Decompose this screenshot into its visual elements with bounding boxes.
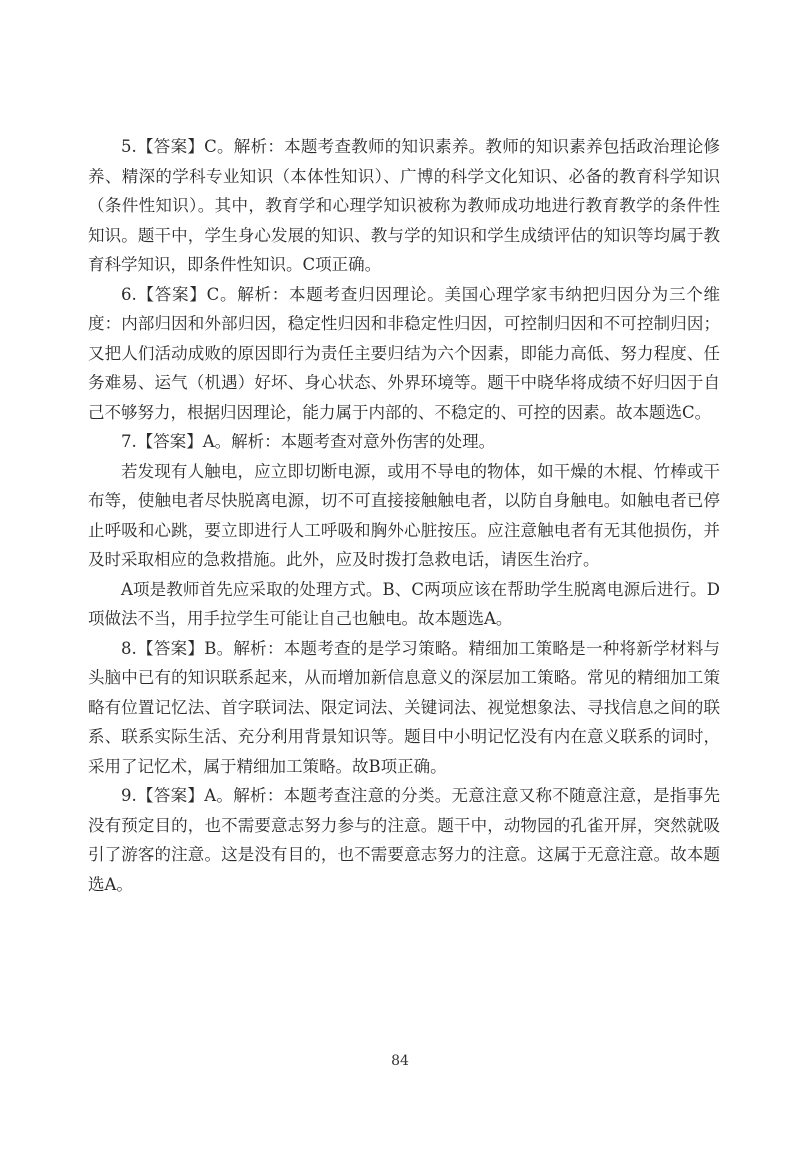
answer-9-paragraph: 9.【答案】A。解析：本题考查注意的分类。无意注意又称不随意注意，是指事先没有预定目的，也不需要意志努力参与的注意。题干中，动物园的孔雀开屏，突然就吸引了游客的注意。这是没有目的，也不需要意志努力的注意。这属于无意注意。故本题选A。 — [88, 786, 720, 894]
answer-7-paragraph: 7.【答案】A。解析：本题考查对意外伤害的处理。 — [121, 432, 496, 451]
answer-explanations — [88, 132, 720, 899]
page-number: 84 — [391, 1053, 409, 1069]
answer-8-paragraph: 8.【答案】B。解析：本题考查的是学习策略。精细加工策略是一种将新学材料与头脑中已有的知识联系起来，从而增加新信息意义的深层加工策略。常见的精细加工策略有位置记忆法、首字联词法、限定词法、关键词法、视觉想象法、寻找信息之间的联系、联系实际生活、充分利用背景知识等。题目中小明记忆没有内在意义联系的词时，采用了记忆术，属于精细加工策略。故B项正确。 — [88, 638, 720, 776]
electric-shock-paragraph: 若发现有人触电，应立即切断电源，或用不导电的物体，如干燥的木棍、竹棒或干布等，使触电者尽快脱离电源，切不可直接接触触电者，以防自身触电。如触电者已停止呼吸和心跳，要立即进行人工呼吸和胸外心脏按压。应注意触电者有无其他损伤，并及时采取相应的急救措施。此外，应及时拨打急救电话，请医生治疗。 — [88, 461, 720, 569]
option-analysis-paragraph: A项是教师首先应采取的处理方式。B、C两项应该在帮助学生脱离电源后进行。D项做法不当，用手拉学生可能让自己也触电。故本题选A。 — [88, 579, 720, 628]
answer-6-paragraph: 6.【答案】C。解析：本题考查归因理论。美国心理学家韦纳把归因分为三个维度：内部归因和外部归因，稳定性归因和非稳定性归因，可控制归因和不可控制归因；又把人们活动成败的原因即行为责任主要归结为六个因素，即能力高低、努力程度、任务难易、运气（机遇）好坏、身心状态、外界环境等。题干中晓华将成绩不好归因于自己不够努力，根据归因理论，能力属于内部的、不稳定的、可控的因素。故本题选C。 — [88, 284, 720, 422]
answer-5-paragraph: 5.【答案】C。解析：本题考查教师的知识素养。教师的知识素养包括政治理论修养、精深的学科专业知识（本体性知识）、广博的科学文化知识、必备的教育科学知识（条件性知识）。其中，教育学和心理学知识被称为教师成功地进行教育教学的条件性知识。题干中，学生身心发展的知识、教与学的知识和学生成绩评估的知识等均属于教育科学知识，即条件性知识。C项正确。 — [88, 137, 720, 274]
